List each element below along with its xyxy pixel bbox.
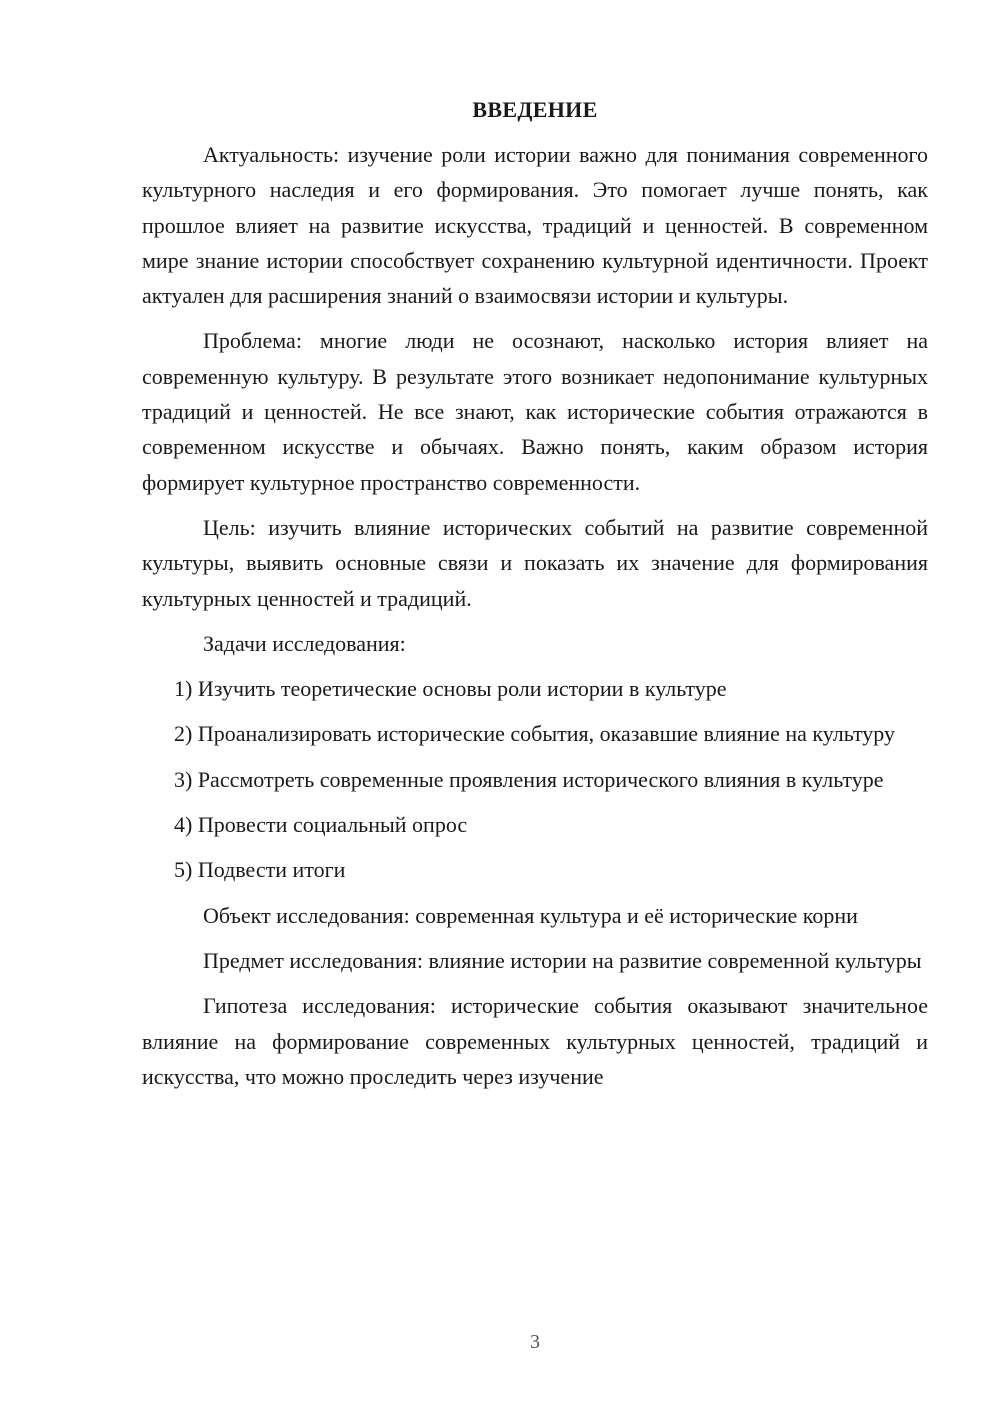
section-title: ВВЕДЕНИЕ	[472, 97, 598, 122]
task-item: 5) Подвести итоги	[174, 857, 346, 883]
relevance-paragraph: Актуальность: изучение роли истории важно для понимания современного культурного наследия и его формирования. Это помогает лучше понять, как прошлое влияет на развитие искусства, традиций и ценностей. В современном мире знание истории способствует сохранению культурной идентичности. Проект актуален для расширения знаний о взаимосвязи истории и культуры.	[142, 142, 928, 309]
hypothesis-paragraph: Гипотеза исследования: исторические события оказывают значительное влияние на формирование современных культурных ценностей, традиций и искусства, что можно проследить через изучение	[142, 993, 928, 1089]
task-item: 3) Рассмотреть современные проявления исторического влияния в культуре	[174, 766, 884, 792]
task-item: 4) Провести социальный опрос	[174, 812, 468, 838]
subject-paragraph: Предмет исследования: влияние истории на развитие современной культуры	[203, 947, 922, 973]
task-item: 2) Проанализировать исторические события, оказавшие влияние на культуру	[174, 721, 895, 747]
goal-paragraph: Цель: изучить влияние исторических событий на развитие современной культуры, выявить основные связи и показать их значение для формирования культурных ценностей и традиций.	[142, 514, 928, 611]
document-page	[142, 92, 928, 1094]
task-item: 1) Изучить теоретические основы роли истории в культуре	[174, 676, 727, 702]
object-paragraph: Объект исследования: современная культура и её исторические корни	[203, 902, 858, 928]
problem-paragraph: Проблема: многие люди не осознают, насколько история влияет на современную культуру. В результате этого возникает недопонимание культурных традиций и ценностей. Не все знают, как исторические события отражаются в современном искусстве и обычаях. Важно понять, каким образом история формирует культурное пространство современности.	[142, 328, 928, 495]
tasks-heading: Задачи исследования:	[203, 630, 406, 656]
page-number: 3	[530, 1331, 540, 1353]
